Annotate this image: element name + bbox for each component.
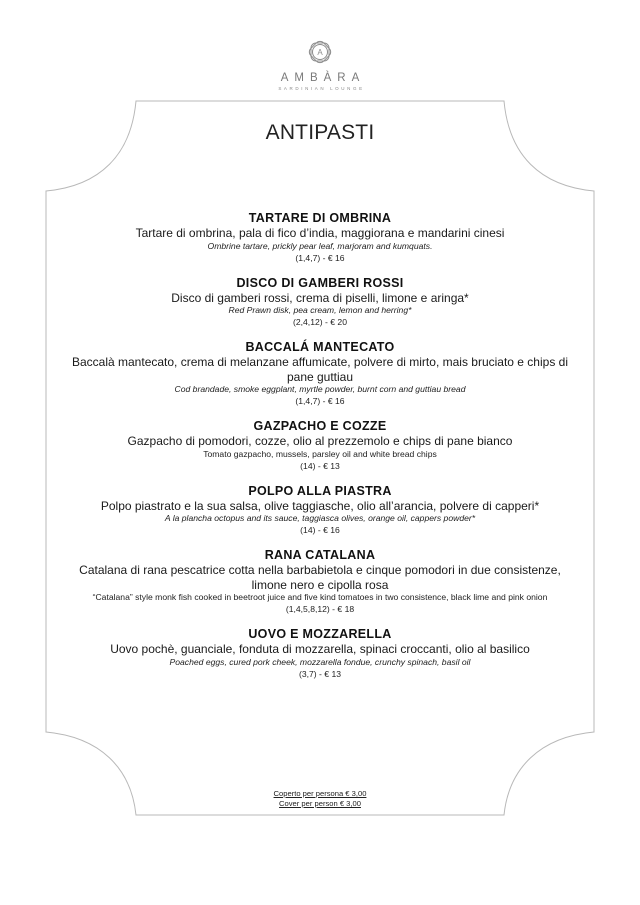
dish-name: DISCO DI GAMBERI ROSSI [236,275,404,290]
monogram-emblem-icon [302,36,338,70]
dish-description-en: Poached eggs, cured pork cheek, mozzarella fondue, crunchy spinach, basil oil [169,656,471,667]
dish-description-en: A la plancha octopus and its sauce, taggiasca olives, orange oil, cappers powder* [164,513,476,523]
dish-item [60,211,580,264]
dish-price: (1,4,7) - € 16 [295,396,345,406]
dish-name: TARTARE DI OMBRINA [248,211,392,225]
section-title: ANTIPASTI [265,121,375,144]
dish-description-it: Uovo pochè, guanciale, fonduta di mozzarella, spinaci croccanti, olio al basilico [110,642,530,656]
dish-name: GAZPACHO E COZZE [253,419,387,433]
dish-description-en: “Catalana” style monk fish cooked in beetroot juice and five kind tomatoes in two consistence, black lime and pink onion [92,592,548,602]
dish-item [60,548,580,615]
dish-name: UOVO E MOZZARELLA [248,627,392,641]
dish-description-it: Gazpacho di pomodori, cozze, olio al prezzemolo e chips di pane bianco [127,434,513,448]
cover-charge-it: Coperto per persona € 3,00 [273,789,367,798]
dish-description-it: Tartare di ombrina, pala di fico d’india, maggiorana e mandarini cinesi [135,226,505,240]
dish-description-en: Tomato gazpacho, mussels, parsley oil and white bread chips [203,448,437,459]
brand-logo [0,36,640,91]
dish-item [60,484,580,537]
dish-item [60,419,580,472]
dish-description-it: Baccalà mantecato, crema di melanzane affumicate, polvere di mirto, mais bruciato e chips di pane guttiau [71,355,568,384]
dish-description-it: Polpo piastrato e la sua salsa, olive taggiasche, olio all’arancia, polvere di capperi* [100,498,540,513]
dish-list [60,211,580,692]
dish-description-it: Disco di gamberi rossi, crema di piselli, limone e aringa* [171,290,469,305]
dish-price: (1,4,5,8,12) - € 18 [285,604,355,614]
dish-description-it: Catalana di rana pescatrice cotta nella barbabietola e cinque pomodori in due consistenze, limone nero e cipolla rosa [79,563,561,592]
dish-price: (3,7) - € 13 [298,668,342,679]
monogram-letter: A [317,48,323,57]
dish-item [60,627,580,680]
dish-item [60,340,580,407]
dish-price: (1,4,7) - € 16 [295,252,345,263]
dish-name: RANA CATALANA [264,548,376,562]
dish-description-en: Ombrine tartare, prickly pear leaf, marjoram and kumquats. [207,240,433,251]
dish-name: POLPO ALLA PIASTRA [248,483,392,498]
dish-price: (2,4,12) - € 20 [293,317,347,327]
dish-description-en: Red Prawn disk, pea cream, lemon and herring* [228,305,412,315]
dish-price: (14) - € 16 [300,525,340,535]
dish-name: BACCALÁ MANTECATO [245,340,395,354]
cover-charge-note [0,789,640,808]
cover-charge-en: Cover per person € 3,00 [279,798,361,808]
dish-description-en: Cod brandade, smoke eggplant, myrtle powder, burnt corn and guttiau bread [174,384,466,394]
dish-price: (14) - € 13 [300,460,340,471]
brand-subtitle: SARDINIAN LOUNGE [278,86,365,91]
dish-item [60,276,580,329]
brand-name: AMBÀRA [280,72,366,84]
